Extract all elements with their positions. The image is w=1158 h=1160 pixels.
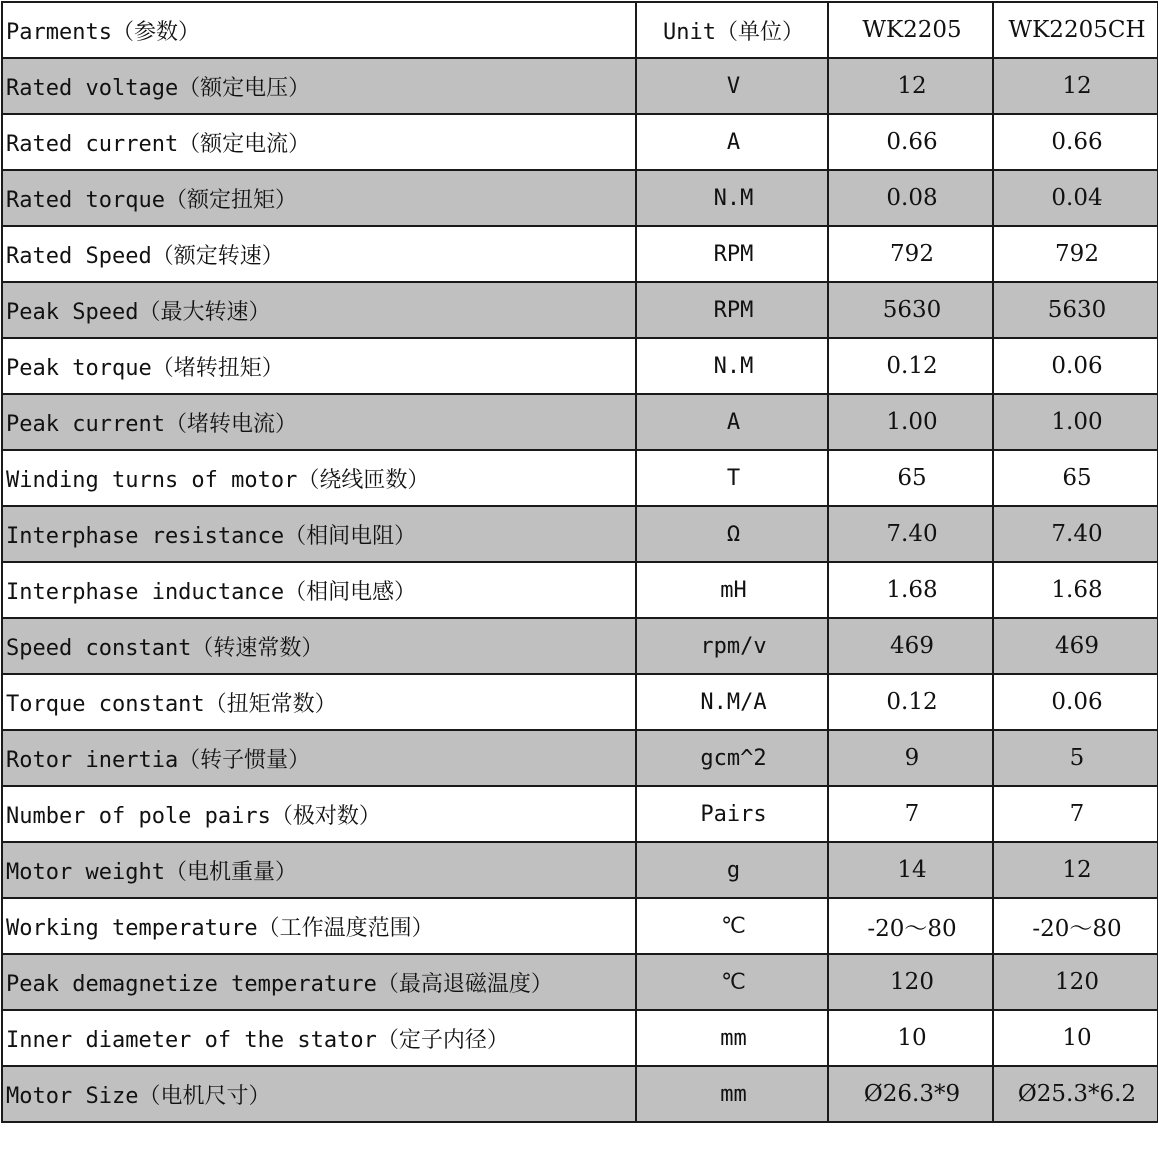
table-row xyxy=(2,786,1158,842)
table-row xyxy=(2,842,1158,898)
wk2205ch-value-cell: 792 xyxy=(993,226,1158,282)
table-row xyxy=(2,282,1158,338)
table-row xyxy=(2,1010,1158,1066)
param-cell: Peak Speed（最大转速） xyxy=(2,282,636,338)
param-cell: Rated Speed（额定转速） xyxy=(2,226,636,282)
param-cell: Number of pole pairs（极对数） xyxy=(2,786,636,842)
wk2205ch-value-cell: -20～80 xyxy=(993,898,1158,954)
wk2205ch-value-cell: 65 xyxy=(993,450,1158,506)
wk2205-value-cell: 5630 xyxy=(828,282,993,338)
param-cell: Peak current（堵转电流） xyxy=(2,394,636,450)
wk2205-value-cell: 0.12 xyxy=(828,338,993,394)
wk2205ch-value-cell: Ø25.3*6.2 xyxy=(993,1066,1158,1122)
unit-cell: N.M/A xyxy=(636,674,828,730)
wk2205-value-cell: 65 xyxy=(828,450,993,506)
unit-cell: N.M xyxy=(636,338,828,394)
unit-cell: mm xyxy=(636,1066,828,1122)
wk2205ch-value-cell: 7.40 xyxy=(993,506,1158,562)
unit-cell: ℃ xyxy=(636,954,828,1010)
param-cell: Winding turns of motor（绕线匝数） xyxy=(2,450,636,506)
wk2205-value-cell: 12 xyxy=(828,58,993,114)
param-cell: Rated current（额定电流） xyxy=(2,114,636,170)
wk2205ch-value-cell: 469 xyxy=(993,618,1158,674)
unit-cell: mH xyxy=(636,562,828,618)
param-cell: Motor Size（电机尺寸） xyxy=(2,1066,636,1122)
table-row xyxy=(2,450,1158,506)
unit-cell: Pairs xyxy=(636,786,828,842)
unit-cell: A xyxy=(636,394,828,450)
table-row xyxy=(2,506,1158,562)
spec-table-body xyxy=(2,2,1158,1122)
wk2205ch-value-cell: 12 xyxy=(993,58,1158,114)
unit-cell: RPM xyxy=(636,226,828,282)
table-row xyxy=(2,170,1158,226)
motor-spec-table xyxy=(1,1,1158,1123)
header-model-wk2205ch: WK2205CH xyxy=(993,2,1158,58)
unit-cell: rpm/v xyxy=(636,618,828,674)
unit-cell: T xyxy=(636,450,828,506)
wk2205-value-cell: 9 xyxy=(828,730,993,786)
wk2205ch-value-cell: 0.06 xyxy=(993,674,1158,730)
table-row xyxy=(2,1066,1158,1122)
table-row xyxy=(2,338,1158,394)
param-cell: Torque constant（扭矩常数） xyxy=(2,674,636,730)
wk2205ch-value-cell: 0.66 xyxy=(993,114,1158,170)
wk2205-value-cell: 792 xyxy=(828,226,993,282)
table-row xyxy=(2,954,1158,1010)
param-cell: Peak demagnetize temperature（最高退磁温度） xyxy=(2,954,636,1010)
param-cell: Working temperature（工作温度范围） xyxy=(2,898,636,954)
unit-cell: gcm^2 xyxy=(636,730,828,786)
wk2205ch-value-cell: 0.06 xyxy=(993,338,1158,394)
wk2205-value-cell: 0.12 xyxy=(828,674,993,730)
wk2205-value-cell: 7.40 xyxy=(828,506,993,562)
wk2205ch-value-cell: 120 xyxy=(993,954,1158,1010)
param-cell: Motor weight（电机重量） xyxy=(2,842,636,898)
wk2205-value-cell: -20～80 xyxy=(828,898,993,954)
table-row xyxy=(2,58,1158,114)
unit-cell: A xyxy=(636,114,828,170)
unit-cell: N.M xyxy=(636,170,828,226)
wk2205-value-cell: 0.66 xyxy=(828,114,993,170)
wk2205ch-value-cell: 1.00 xyxy=(993,394,1158,450)
table-row xyxy=(2,618,1158,674)
wk2205-value-cell: 14 xyxy=(828,842,993,898)
header-model-wk2205: WK2205 xyxy=(828,2,993,58)
wk2205ch-value-cell: 0.04 xyxy=(993,170,1158,226)
unit-cell: RPM xyxy=(636,282,828,338)
wk2205ch-value-cell: 5 xyxy=(993,730,1158,786)
wk2205-value-cell: 120 xyxy=(828,954,993,1010)
header-parameter: Parments（参数） xyxy=(2,2,636,58)
param-cell: Interphase inductance（相间电感） xyxy=(2,562,636,618)
wk2205-value-cell: Ø26.3*9 xyxy=(828,1066,993,1122)
header-unit: Unit（单位） xyxy=(636,2,828,58)
table-row xyxy=(2,114,1158,170)
unit-cell: Ω xyxy=(636,506,828,562)
wk2205-value-cell: 10 xyxy=(828,1010,993,1066)
wk2205ch-value-cell: 1.68 xyxy=(993,562,1158,618)
param-cell: Rated torque（额定扭矩） xyxy=(2,170,636,226)
table-row xyxy=(2,562,1158,618)
table-row xyxy=(2,674,1158,730)
wk2205-value-cell: 469 xyxy=(828,618,993,674)
wk2205-value-cell: 1.00 xyxy=(828,394,993,450)
param-cell: Rotor inertia（转子惯量） xyxy=(2,730,636,786)
table-row xyxy=(2,730,1158,786)
wk2205-value-cell: 0.08 xyxy=(828,170,993,226)
param-cell: Interphase resistance（相间电阻） xyxy=(2,506,636,562)
wk2205ch-value-cell: 7 xyxy=(993,786,1158,842)
table-row xyxy=(2,394,1158,450)
unit-cell: g xyxy=(636,842,828,898)
header-row xyxy=(2,2,1158,58)
unit-cell: ℃ xyxy=(636,898,828,954)
param-cell: Speed constant（转速常数） xyxy=(2,618,636,674)
param-cell: Peak torque（堵转扭矩） xyxy=(2,338,636,394)
table-row xyxy=(2,898,1158,954)
param-cell: Rated voltage（额定电压） xyxy=(2,58,636,114)
wk2205-value-cell: 7 xyxy=(828,786,993,842)
unit-cell: V xyxy=(636,58,828,114)
wk2205ch-value-cell: 10 xyxy=(993,1010,1158,1066)
table-row xyxy=(2,226,1158,282)
wk2205ch-value-cell: 5630 xyxy=(993,282,1158,338)
unit-cell: mm xyxy=(636,1010,828,1066)
wk2205ch-value-cell: 12 xyxy=(993,842,1158,898)
wk2205-value-cell: 1.68 xyxy=(828,562,993,618)
param-cell: Inner diameter of the stator（定子内径） xyxy=(2,1010,636,1066)
